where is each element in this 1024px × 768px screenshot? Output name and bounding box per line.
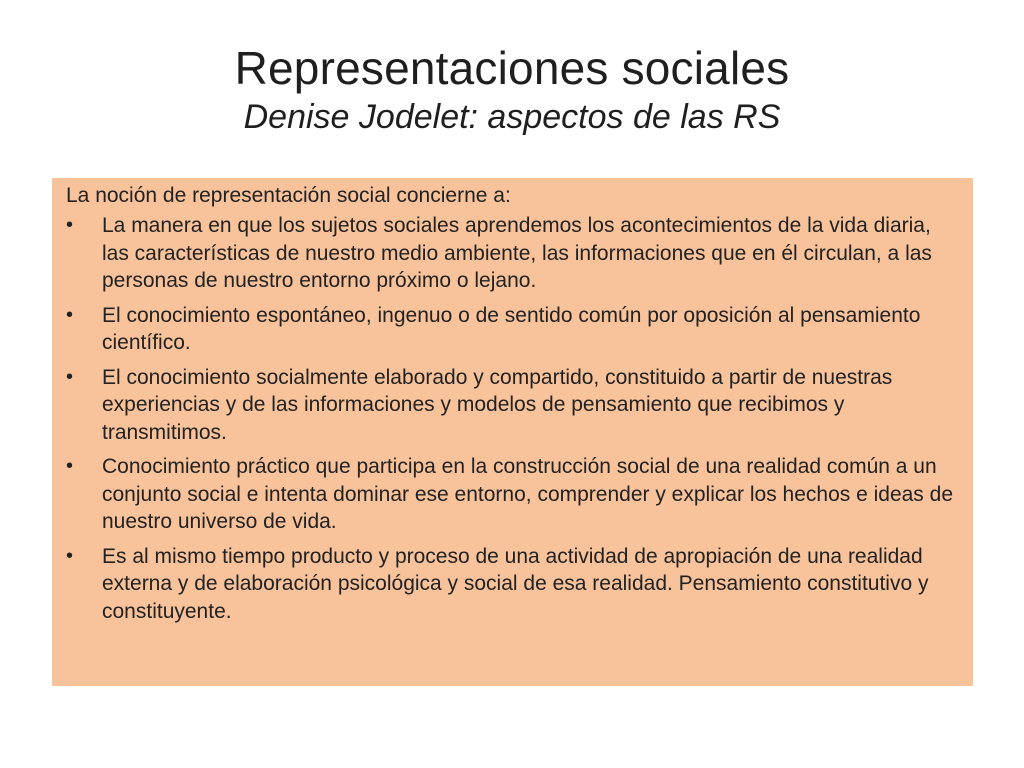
content-box (52, 178, 973, 686)
bullet-item (66, 364, 961, 447)
bullet-item (66, 212, 961, 295)
bullet-text: El conocimiento socialmente elaborado y compartido, constituido a partir de nuestras experiencias y de las informaciones y modelos de pensamiento que recibimos y transmitimos. (102, 365, 893, 444)
bullet-icon: • (66, 544, 74, 567)
bullet-icon: • (66, 365, 74, 388)
slide-title: Representaciones sociales (234, 42, 790, 94)
bullet-item (66, 453, 961, 536)
bullet-text: Es al mismo tiempo producto y proceso de una actividad de apropiación de una realidad externa y de elaboración psicológica y social de esa realidad. Pensamiento constitutivo y constituyente. (102, 544, 929, 623)
bullet-item (66, 543, 961, 626)
bullet-item (66, 302, 961, 357)
intro-text: La noción de representación social concierne a: (66, 184, 511, 207)
bullet-text: El conocimiento espontáneo, ingenuo o de sentido común por oposición al pensamiento científico. (102, 303, 921, 354)
bullet-list (66, 212, 961, 625)
bullet-icon: • (66, 214, 74, 236)
bullet-text: Conocimiento práctico que participa en la construcción social de una realidad común a un conjunto social e intenta dominar ese entorno, comprender y explicar los hechos e ideas de nuestro universo de vida. (102, 455, 954, 533)
bullet-icon: • (66, 303, 74, 326)
title-block (0, 40, 1024, 138)
bullet-icon: • (66, 455, 74, 477)
bullet-text: La manera en que los sujetos sociales aprendemos los acontecimientos de la vida diaria, las características de nuestro medio ambiente, las informaciones que en él circulan, a las personas de nuestro entorno próximo o lejano. (102, 214, 932, 292)
slide-subtitle: Denise Jodelet: aspectos de las RS (243, 98, 781, 136)
